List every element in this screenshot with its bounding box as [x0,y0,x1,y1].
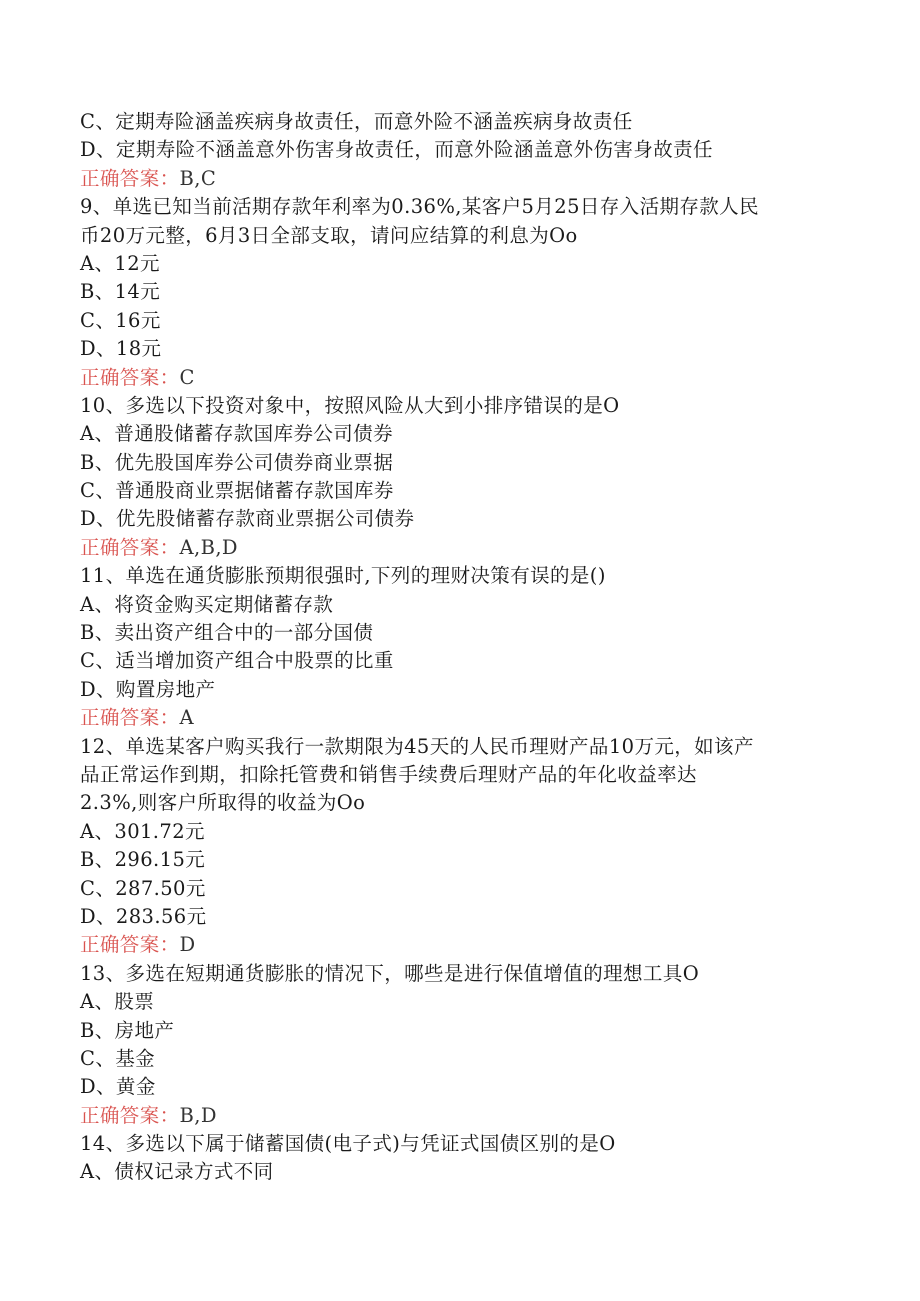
answer-value: A,B,D [179,535,238,559]
option-line: B、14元 [80,280,161,304]
option-line: B、296.15元 [80,848,206,872]
option-line: B、卖出资产组合中的一部分国债 [80,621,374,645]
question-line: 品正常运作到期，扣除托管费和销售手续费后理财产品的年化收益率达 [80,762,697,786]
answer-value: C [179,365,195,389]
question-line: 9、单选已知当前活期存款年利率为0.36%,某客户5月25日存入活期存款人民 [80,195,759,219]
answer-label: 正确答案： [80,365,180,389]
answer-value: D [179,933,196,957]
answer-label: 正确答案： [80,535,180,559]
question-line: 11、单选在通货膨胀预期很强时,下列的理财决策有误的是() [80,564,606,588]
question-line: 14、多选以下属于储蓄国债(电子式)与凭证式国债区别的是O [80,1132,616,1156]
option-line: A、股票 [80,990,155,1014]
option-line: B、优先股国库券公司债券商业票据 [80,450,394,474]
option-line: A、普通股储蓄存款国库券公司债券 [80,422,393,446]
answer-label: 正确答案： [80,933,180,957]
answer-label: 正确答案： [80,166,180,190]
question-line: 币20万元整，6月3日全部支取，请问应结算的利息为Oo [80,223,578,247]
answer-line [80,364,880,392]
option-line: D、283.56元 [80,904,207,928]
option-line: D、购置房地产 [80,677,216,701]
question-line: 10、多选以下投资对象中，按照风险从大到小排序错误的是O [80,393,620,417]
option-line: C、普通股商业票据储蓄存款国库券 [80,479,394,503]
answer-value: B,C [179,166,217,190]
answer-line [80,704,880,732]
answer-label: 正确答案： [80,1103,180,1127]
option-line: C、16元 [80,308,161,332]
answer-value: B,D [179,1103,217,1127]
question-line: 12、单选某客户购买我行一款期限为45天的人民币理财产品10万元，如该产 [80,734,754,758]
answer-line [80,1102,880,1130]
option-line: A、债权记录方式不同 [80,1160,274,1184]
answer-line [80,931,880,959]
option-line: C、适当增加资产组合中股票的比重 [80,649,394,673]
document-page [80,108,880,1187]
option-line: C、定期寿险涵盖疾病身故责任，而意外险不涵盖疾病身故责任 [80,110,633,133]
option-line: A、将资金购买定期储蓄存款 [80,592,334,616]
answer-value: A [179,706,194,730]
question-line: 2.3%,则客户所取得的收益为Oo [80,791,366,815]
question-line: 13、多选在短期通货膨胀的情况下，哪些是进行保值增值的理想工具O [80,961,700,985]
option-line: C、287.50元 [80,876,206,900]
option-line: C、基金 [80,1046,156,1070]
answer-line [80,534,880,562]
option-line: D、18元 [80,337,162,361]
answer-line [80,165,880,193]
option-line: D、优先股储蓄存款商业票据公司债券 [80,507,415,531]
option-line: A、301.72元 [80,819,205,843]
option-line: D、定期寿险不涵盖意外伤害身故责任，而意外险涵盖意外伤害身故责任 [80,138,713,162]
option-line: A、12元 [80,251,160,275]
option-line: B、房地产 [80,1018,175,1042]
option-line: D、黄金 [80,1075,156,1099]
answer-label: 正确答案： [80,706,180,730]
